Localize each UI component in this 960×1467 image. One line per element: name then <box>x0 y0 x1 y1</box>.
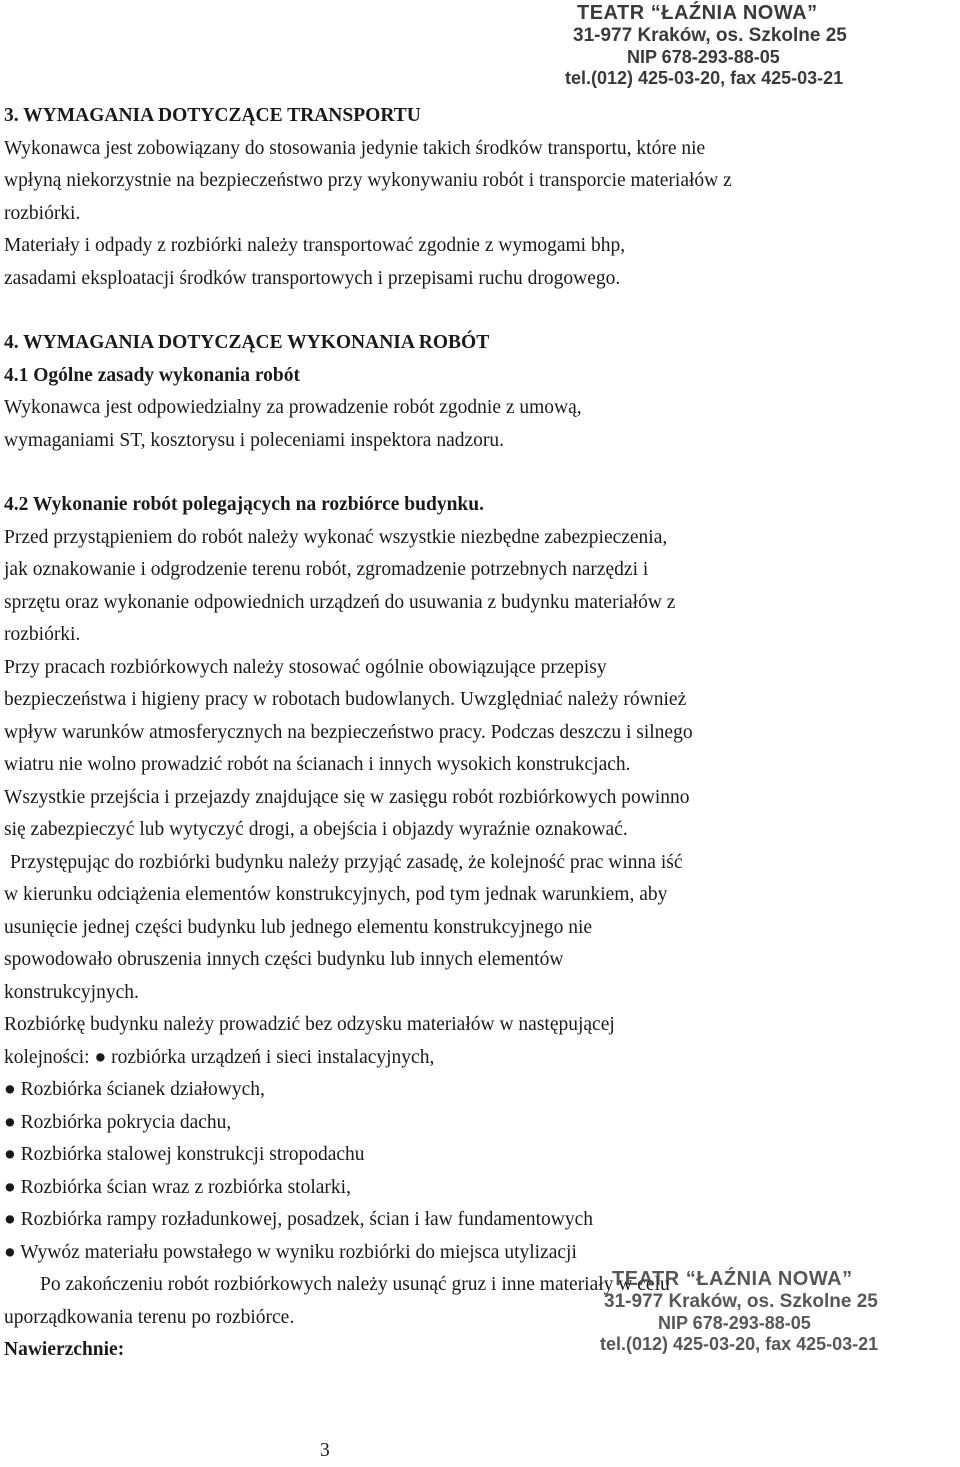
subsection-4-1-heading: 4.1 Ogólne zasady wykonania robót <box>4 364 300 386</box>
stamp-name: TEATR “ŁAŹNIA NOWA” <box>577 2 818 24</box>
list-item: ● Wywóz materiału powstałego w wyniku rozbiórki do miejsca utylizacji <box>4 1241 577 1263</box>
page-number: 3 <box>320 1440 330 1461</box>
text-line: usunięcie jednej części budynku lub jednego elementu konstrukcyjnego nie <box>4 916 593 938</box>
company-stamp-bottom <box>600 1268 878 1354</box>
stamp-nip: NIP 678-293-88-05 <box>658 1312 811 1333</box>
list-item: ● Rozbiórka pokrycia dachu, <box>4 1111 232 1133</box>
company-stamp <box>565 2 847 88</box>
list-item: ● Rozbiórka rampy rozładunkowej, posadzek, ścian i ław fundamentowych <box>4 1209 594 1230</box>
text-line: w kierunku odciążenia elementów konstrukcyjnych, pod tym jednak warunkiem, aby <box>4 884 668 905</box>
text-line: spowodowało obruszenia innych części budynku lub innych elementów <box>4 949 564 970</box>
text-line: wpływ warunków atmosferycznych na bezpieczeństwo pracy. Podczas deszczu i silnego <box>4 721 693 743</box>
stamp-name: TEATR “ŁAŹNIA NOWA” <box>612 1268 853 1290</box>
text-line: Po zakończeniu robót rozbiórkowych należy usunąć gruz i inne materiały w celu <box>40 1274 670 1295</box>
spacer <box>4 457 954 489</box>
text-line: wymaganiami ST, kosztorysu i poleceniami inspektora nadzoru. <box>4 429 505 451</box>
stamp-phone: tel.(012) 425-03-20, fax 425-03-21 <box>565 67 844 88</box>
text-line: wpłyną niekorzystnie na bezpieczeństwo przy wykonywaniu robót i transporcie materiałów z <box>4 170 732 191</box>
text-line: Przystępując do rozbiórki budynku należy przyjąć zasadę, że kolejność prac winna iść <box>10 851 683 873</box>
spacer <box>4 295 954 327</box>
stamp-nip: NIP 678-293-88-05 <box>627 46 780 67</box>
document-body <box>4 100 954 1367</box>
text-line: konstrukcyjnych. <box>4 981 139 1003</box>
text-line: uporządkowania terenu po rozbiórce. <box>4 1306 295 1328</box>
stamp-address: 31-977 Kraków, os. Szkolne 25 <box>573 25 847 46</box>
text-line: wiatru nie wolno prowadzić robót na ścianach i innych wysokich konstrukcjach. <box>4 754 631 775</box>
text-line: rozbiórki. <box>4 202 81 224</box>
text-line: sprzętu oraz wykonanie odpowiednich urządzeń do usuwania z budynku materiałów z <box>4 591 676 613</box>
subsection-4-2-heading: 4.2 Wykonanie robót polegających na rozbiórce budynku. <box>4 494 484 515</box>
text-line: zasadami eksploatacji środków transportowych i przepisami ruchu drogowego. <box>4 267 621 289</box>
section-3-heading: 3. WYMAGANIA DOTYCZĄCE TRANSPORTU <box>4 105 421 126</box>
section-4-heading: 4. WYMAGANIA DOTYCZĄCE WYKONANIA ROBÓT <box>4 332 490 353</box>
list-item: ● Rozbiórka ścian wraz z rozbiórka stolarki, <box>4 1176 351 1198</box>
nawierzchnie-heading: Nawierzchnie: <box>4 1339 125 1360</box>
text-line: Przy pracach rozbiórkowych należy stosować ogólnie obowiązujące przepisy <box>4 656 607 678</box>
stamp-address: 31-977 Kraków, os. Szkolne 25 <box>604 1291 878 1312</box>
list-item: ● Rozbiórka ścianek działowych, <box>4 1079 265 1100</box>
stamp-phone: tel.(012) 425-03-20, fax 425-03-21 <box>600 1333 879 1354</box>
text-line: Rozbiórkę budynku należy prowadzić bez odzysku materiałów w następującej <box>4 1014 615 1035</box>
list-item: ● Rozbiórka stalowej konstrukcji stropodachu <box>4 1144 365 1165</box>
text-line: Wykonawca jest zobowiązany do stosowania jedynie takich środków transportu, które nie <box>4 137 706 159</box>
text-line: rozbiórki. <box>4 624 81 645</box>
text-line: Materiały i odpady z rozbiórki należy transportować zgodnie z wymogami bhp, <box>4 235 626 256</box>
text-line: Wykonawca jest odpowiedzialny za prowadzenie robót zgodnie z umową, <box>4 397 582 418</box>
text-line: Wszystkie przejścia i przejazdy znajdujące się w zasięgu robót rozbiórkowych powinno <box>4 786 690 808</box>
text-line: jak oznakowanie i odgrodzenie terenu robót, zgromadzenie potrzebnych narzędzi i <box>4 559 649 580</box>
text-line: Przed przystąpieniem do robót należy wykonać wszystkie niezbędne zabezpieczenia, <box>4 526 668 548</box>
list-intro-line: kolejności: ● rozbiórka urządzeń i sieci instalacyjnych, <box>4 1046 435 1068</box>
text-line: się zabezpieczyć lub wytyczyć drogi, a obejścia i objazdy wyraźnie oznakować. <box>4 819 628 840</box>
text-line: bezpieczeństwa i higieny pracy w robotach budowlanych. Uwzględniać należy również <box>4 689 687 710</box>
